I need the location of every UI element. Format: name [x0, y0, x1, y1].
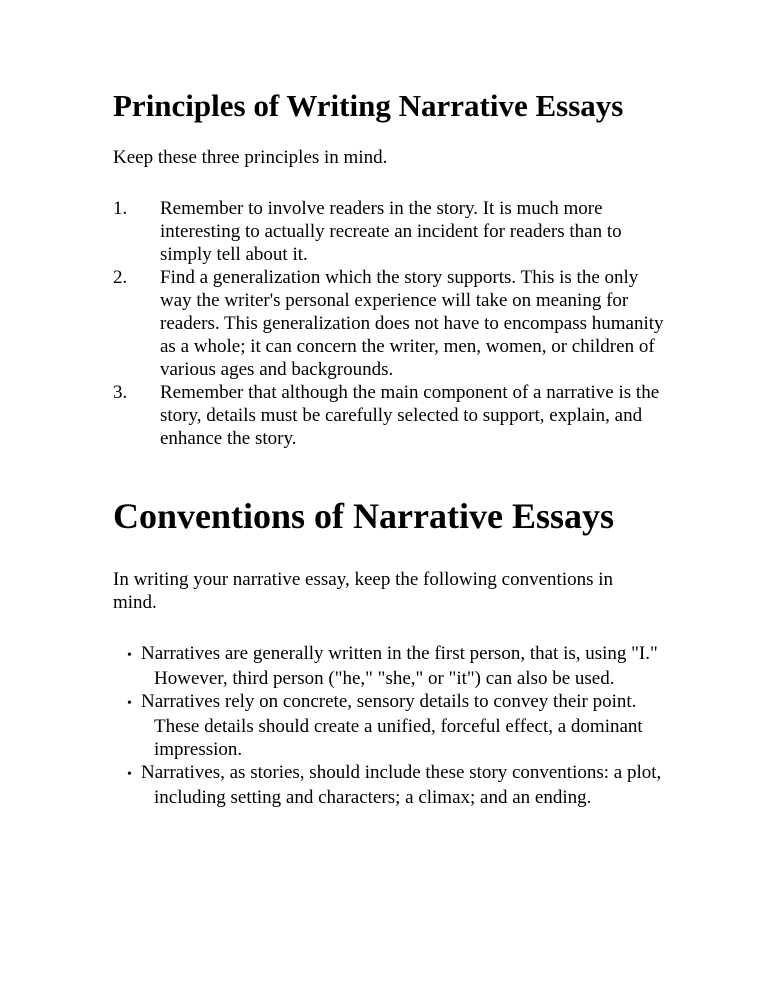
conventions-list	[113, 642, 673, 809]
list-item	[113, 761, 673, 809]
list-item-number: 1.	[113, 198, 128, 219]
list-item-text: Narratives are generally written in the first person, that is, using "I." However, third person ("he," "she," or "it") can also be used.	[141, 643, 658, 689]
principles-list	[113, 197, 673, 450]
conventions-intro: In writing your narrative essay, keep the following conventions in mind.	[113, 569, 614, 613]
bullet-icon: •	[127, 767, 132, 782]
bullet-icon: •	[127, 696, 132, 711]
list-item-text: Remember to involve readers in the story. It is much more interesting to actually recreate an incident for readers than to simply tell about it.	[160, 198, 622, 265]
list-item-text: Narratives, as stories, should include these story conventions: a plot, including setting and characters; a climax; and an ending.	[141, 762, 662, 808]
list-item-text: Find a generalization which the story supports. This is the only way the writer's personal experience will take on meaning for readers. This generalization does not have to encompass humanity as a whole; it can concern the writer, men, women, or children of various ages and backgrounds.	[160, 267, 664, 380]
list-item	[113, 197, 673, 266]
list-item-text: Narratives rely on concrete, sensory details to convey their point. These details should create a unified, forceful effect, a dominant impression.	[141, 691, 643, 760]
principles-heading: Principles of Writing Narrative Essays	[113, 88, 624, 123]
conventions-heading: Conventions of Narrative Essays	[113, 496, 614, 536]
list-item	[113, 642, 673, 690]
bullet-icon: •	[127, 648, 132, 663]
list-item	[113, 266, 673, 381]
list-item-text: Remember that although the main component of a narrative is the story, details must be carefully selected to support, explain, and enhance the story.	[160, 382, 660, 449]
list-item	[113, 690, 673, 761]
list-item	[113, 381, 673, 450]
principles-intro: Keep these three principles in mind.	[113, 147, 388, 168]
list-item-number: 2.	[113, 267, 128, 288]
list-item-number: 3.	[113, 382, 128, 403]
